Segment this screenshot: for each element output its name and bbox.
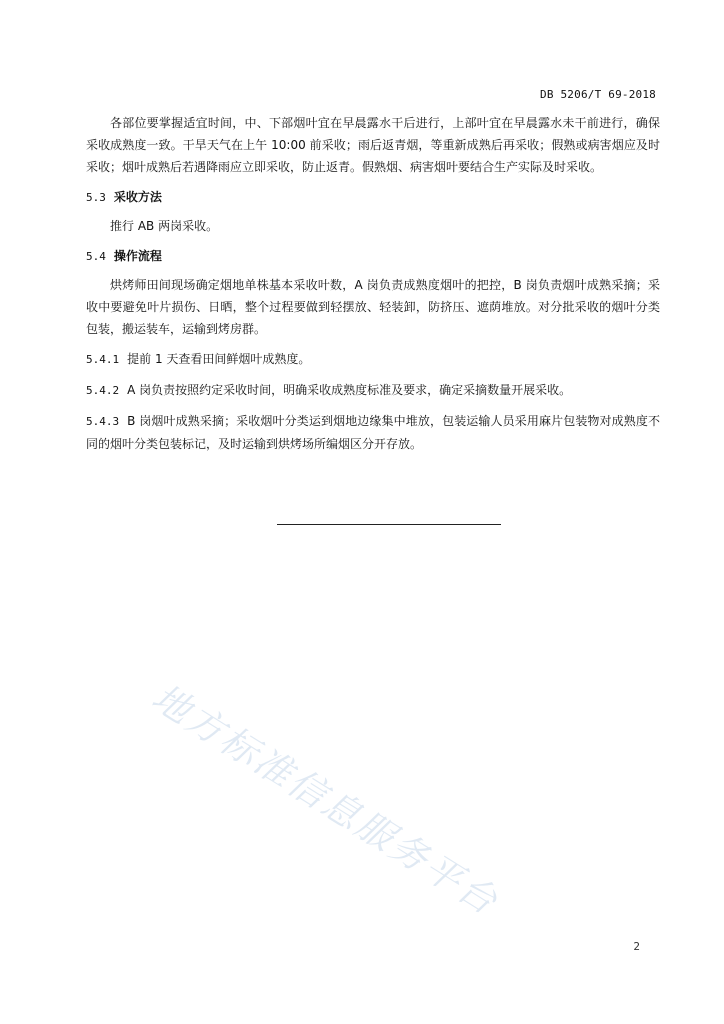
subsection-5-4-3 [86,410,660,455]
section-number: 5.4 [86,250,106,263]
section-heading-5-4 [86,245,660,268]
page-number: 2 [633,940,640,953]
section-number: 5.3 [86,191,106,204]
section-5-3-body: 推行 AB 两岗采收。 [110,219,219,233]
subsection-text: B 岗烟叶成熟采摘；采收烟叶分类运到烟地边缘集中堆放，包装运输人员采用麻片包装物对成熟度不同的烟叶分类包装标记，及时运输到烘烤场所编烟区分开存放。 [86,414,660,451]
section-5-4-body: 烘烤师田间现场确定烟地单株基本采收叶数，A 岗负责成熟度烟叶的把控，B 岗负责烟叶成熟采摘；采收中要避免叶片损伤、日晒，整个过程要做到轻摆放、轻装卸，防挤压、遮荫堆放。对分批采收的烟叶分类包装，搬运装车，运输到烤房群。 [86,278,660,336]
subsection-number: 5.4.1 [86,353,120,366]
watermark: 地方标准信息服务平台 [144,675,507,925]
subsection-number: 5.4.2 [86,384,120,397]
section-title: 采收方法 [113,190,162,204]
page-content [86,112,660,463]
subsection-5-4-1 [86,348,660,371]
subsection-number: 5.4.3 [86,415,120,428]
document-code: DB 5206/T 69-2018 [540,88,656,101]
subsection-5-4-2 [86,379,660,402]
subsection-text: 提前 1 天查看田间鲜烟叶成熟度。 [127,352,311,366]
subsection-text: A 岗负责按照约定采收时间，明确采收成熟度标准及要求，确定采摘数量开展采收。 [127,383,572,397]
end-of-standard-rule [277,524,501,525]
intro-paragraph: 各部位要掌握适宜时间，中、下部烟叶宜在早晨露水干后进行，上部叶宜在早晨露水未干前进行，确保采收成熟度一致。干旱天气在上午 10:00 前采收；雨后返青烟，等重新成熟后再采收；假熟或病害烟应及时采收；烟叶成熟后若遇降雨应立即采收，防止返青。假熟烟、病害烟叶要结合生产实际及时采收。 [86,116,660,174]
section-heading-5-3 [86,186,660,209]
section-title: 操作流程 [113,249,162,263]
